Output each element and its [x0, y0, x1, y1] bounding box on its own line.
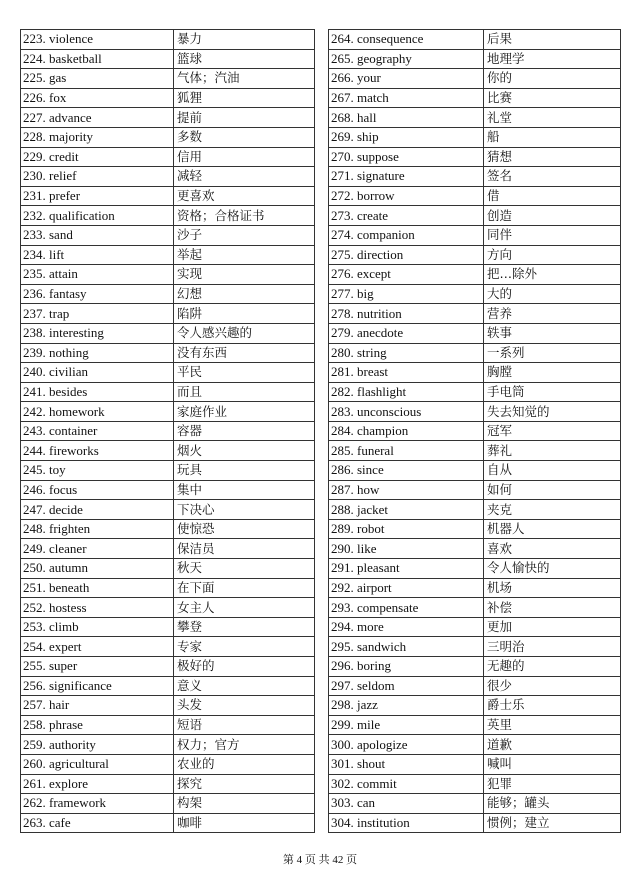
english-word: 255. super [21, 657, 174, 677]
chinese-meaning: 大的 [484, 284, 621, 304]
chinese-meaning: 手电筒 [484, 382, 621, 402]
english-word: 256. significance [21, 676, 174, 696]
english-word: 287. how [329, 480, 484, 500]
english-word: 288. jacket [329, 500, 484, 520]
table-row [329, 284, 621, 304]
chinese-meaning: 咖啡 [174, 813, 315, 833]
chinese-meaning: 礼堂 [484, 108, 621, 128]
english-word: 275. direction [329, 245, 484, 265]
table-row [329, 657, 621, 677]
english-word: 304. institution [329, 813, 484, 833]
chinese-meaning: 资格；合格证书 [174, 206, 315, 226]
english-word: 303. can [329, 794, 484, 814]
chinese-meaning: 意义 [174, 676, 315, 696]
english-word: 272. borrow [329, 186, 484, 206]
chinese-meaning: 短语 [174, 715, 315, 735]
table-row [329, 147, 621, 167]
table-row [329, 225, 621, 245]
table-row [21, 813, 315, 833]
english-word: 301. shout [329, 754, 484, 774]
english-word: 247. decide [21, 500, 174, 520]
table-row [21, 715, 315, 735]
english-word: 268. hall [329, 108, 484, 128]
table-row [21, 127, 315, 147]
english-word: 259. authority [21, 735, 174, 755]
chinese-meaning: 爵士乐 [484, 696, 621, 716]
chinese-meaning: 女主人 [174, 598, 315, 618]
english-word: 234. lift [21, 245, 174, 265]
english-word: 292. airport [329, 578, 484, 598]
table-row [329, 108, 621, 128]
chinese-meaning: 机器人 [484, 519, 621, 539]
table-row [21, 225, 315, 245]
table-row [329, 519, 621, 539]
chinese-meaning: 容器 [174, 421, 315, 441]
chinese-meaning: 比赛 [484, 88, 621, 108]
table-row [329, 167, 621, 187]
chinese-meaning: 陷阱 [174, 304, 315, 324]
table-row [21, 206, 315, 226]
chinese-meaning: 冠军 [484, 421, 621, 441]
english-word: 228. majority [21, 127, 174, 147]
chinese-meaning: 篮球 [174, 49, 315, 69]
english-word: 267. match [329, 88, 484, 108]
table-row [21, 363, 315, 383]
chinese-meaning: 借 [484, 186, 621, 206]
english-word: 257. hair [21, 696, 174, 716]
chinese-meaning: 秋天 [174, 559, 315, 579]
table-row [329, 676, 621, 696]
english-word: 274. companion [329, 225, 484, 245]
table-row [329, 500, 621, 520]
english-word: 260. agricultural [21, 754, 174, 774]
english-word: 226. fox [21, 88, 174, 108]
chinese-meaning: 集中 [174, 480, 315, 500]
table-row [329, 735, 621, 755]
chinese-meaning: 下决心 [174, 500, 315, 520]
english-word: 254. expert [21, 637, 174, 657]
english-word: 264. consequence [329, 30, 484, 50]
table-row [21, 637, 315, 657]
table-row [21, 774, 315, 794]
english-word: 243. container [21, 421, 174, 441]
chinese-meaning: 烟火 [174, 441, 315, 461]
chinese-meaning: 英里 [484, 715, 621, 735]
chinese-meaning: 喜欢 [484, 539, 621, 559]
table-row [329, 754, 621, 774]
table-row [21, 382, 315, 402]
chinese-meaning: 没有东西 [174, 343, 315, 363]
english-word: 279. anecdote [329, 323, 484, 343]
chinese-meaning: 提前 [174, 108, 315, 128]
table-row [21, 441, 315, 461]
chinese-meaning: 探究 [174, 774, 315, 794]
english-word: 223. violence [21, 30, 174, 50]
table-row [21, 794, 315, 814]
table-row [329, 69, 621, 89]
page-footer: 第 4 页 共 42 页 [282, 854, 358, 866]
english-word: 266. your [329, 69, 484, 89]
table-row [21, 578, 315, 598]
table-row [329, 617, 621, 637]
table-row [21, 88, 315, 108]
chinese-meaning: 减轻 [174, 167, 315, 187]
chinese-meaning: 创造 [484, 206, 621, 226]
table-row [21, 519, 315, 539]
english-word: 294. more [329, 617, 484, 637]
chinese-meaning: 把…除外 [484, 265, 621, 285]
table-row [21, 598, 315, 618]
english-word: 241. besides [21, 382, 174, 402]
english-word: 225. gas [21, 69, 174, 89]
chinese-meaning: 头发 [174, 696, 315, 716]
english-word: 236. fantasy [21, 284, 174, 304]
table-row [21, 245, 315, 265]
english-word: 238. interesting [21, 323, 174, 343]
chinese-meaning: 攀登 [174, 617, 315, 637]
chinese-meaning: 失去知觉的 [484, 402, 621, 422]
table-row [21, 30, 315, 50]
table-row [21, 167, 315, 187]
table-row [329, 441, 621, 461]
table-row [329, 186, 621, 206]
english-word: 258. phrase [21, 715, 174, 735]
table-row [329, 49, 621, 69]
english-word: 284. champion [329, 421, 484, 441]
chinese-meaning: 权力；官方 [174, 735, 315, 755]
table-row [21, 421, 315, 441]
table-row [21, 69, 315, 89]
english-word: 245. toy [21, 461, 174, 481]
table-row [21, 539, 315, 559]
english-word: 295. sandwich [329, 637, 484, 657]
table-row [21, 284, 315, 304]
chinese-meaning: 无趣的 [484, 657, 621, 677]
english-word: 299. mile [329, 715, 484, 735]
chinese-meaning: 沙子 [174, 225, 315, 245]
chinese-meaning: 后果 [484, 30, 621, 50]
english-word: 237. trap [21, 304, 174, 324]
english-word: 227. advance [21, 108, 174, 128]
table-row [329, 578, 621, 598]
chinese-meaning: 气体；汽油 [174, 69, 315, 89]
english-word: 265. geography [329, 49, 484, 69]
table-row [329, 88, 621, 108]
table-row [21, 696, 315, 716]
english-word: 291. pleasant [329, 559, 484, 579]
chinese-meaning: 暴力 [174, 30, 315, 50]
english-word: 235. attain [21, 265, 174, 285]
chinese-meaning: 使惊恐 [174, 519, 315, 539]
english-word: 296. boring [329, 657, 484, 677]
table-row [329, 559, 621, 579]
chinese-meaning: 保洁员 [174, 539, 315, 559]
table-row [21, 108, 315, 128]
english-word: 232. qualification [21, 206, 174, 226]
table-row [329, 265, 621, 285]
chinese-meaning: 你的 [484, 69, 621, 89]
chinese-meaning: 多数 [174, 127, 315, 147]
chinese-meaning: 构架 [174, 794, 315, 814]
chinese-meaning: 更加 [484, 617, 621, 637]
chinese-meaning: 三明治 [484, 637, 621, 657]
chinese-meaning: 狐狸 [174, 88, 315, 108]
english-word: 281. breast [329, 363, 484, 383]
table-row [329, 715, 621, 735]
table-row [329, 696, 621, 716]
table-row [329, 402, 621, 422]
english-word: 276. except [329, 265, 484, 285]
chinese-meaning: 很少 [484, 676, 621, 696]
english-word: 239. nothing [21, 343, 174, 363]
table-row [329, 461, 621, 481]
english-word: 285. funeral [329, 441, 484, 461]
table-row [21, 265, 315, 285]
table-row [21, 657, 315, 677]
english-word: 230. relief [21, 167, 174, 187]
chinese-meaning: 船 [484, 127, 621, 147]
english-word: 233. sand [21, 225, 174, 245]
table-row [329, 598, 621, 618]
table-row [21, 186, 315, 206]
table-row [329, 794, 621, 814]
table-row [21, 676, 315, 696]
english-word: 298. jazz [329, 696, 484, 716]
english-word: 297. seldom [329, 676, 484, 696]
chinese-meaning: 喊叫 [484, 754, 621, 774]
chinese-meaning: 签名 [484, 167, 621, 187]
english-word: 282. flashlight [329, 382, 484, 402]
chinese-meaning: 自从 [484, 461, 621, 481]
table-row [21, 500, 315, 520]
english-word: 278. nutrition [329, 304, 484, 324]
english-word: 253. climb [21, 617, 174, 637]
table-row [329, 304, 621, 324]
table-row [329, 343, 621, 363]
chinese-meaning: 能够；罐头 [484, 794, 621, 814]
english-word: 280. string [329, 343, 484, 363]
english-word: 290. like [329, 539, 484, 559]
chinese-meaning: 如何 [484, 480, 621, 500]
english-word: 286. since [329, 461, 484, 481]
english-word: 289. robot [329, 519, 484, 539]
table-row [329, 539, 621, 559]
chinese-meaning: 机场 [484, 578, 621, 598]
table-row [21, 735, 315, 755]
chinese-meaning: 而且 [174, 382, 315, 402]
chinese-meaning: 惯例；建立 [484, 813, 621, 833]
english-word: 261. explore [21, 774, 174, 794]
english-word: 283. unconscious [329, 402, 484, 422]
table-row [329, 421, 621, 441]
english-word: 300. apologize [329, 735, 484, 755]
table-row [329, 127, 621, 147]
table-row [21, 559, 315, 579]
chinese-meaning: 同伴 [484, 225, 621, 245]
table-row [21, 402, 315, 422]
table-row [329, 206, 621, 226]
table-row [21, 754, 315, 774]
chinese-meaning: 极好的 [174, 657, 315, 677]
chinese-meaning: 幻想 [174, 284, 315, 304]
chinese-meaning: 轶事 [484, 323, 621, 343]
english-word: 248. frighten [21, 519, 174, 539]
english-word: 251. beneath [21, 578, 174, 598]
table-row [329, 382, 621, 402]
chinese-meaning: 一系列 [484, 343, 621, 363]
english-word: 242. homework [21, 402, 174, 422]
english-word: 269. ship [329, 127, 484, 147]
english-word: 277. big [329, 284, 484, 304]
table-row [21, 461, 315, 481]
chinese-meaning: 令人愉快的 [484, 559, 621, 579]
table-row [21, 323, 315, 343]
chinese-meaning: 家庭作业 [174, 402, 315, 422]
vocab-table-right [328, 29, 621, 833]
english-word: 244. fireworks [21, 441, 174, 461]
english-word: 302. commit [329, 774, 484, 794]
table-row [21, 343, 315, 363]
chinese-meaning: 夹克 [484, 500, 621, 520]
chinese-meaning: 猜想 [484, 147, 621, 167]
chinese-meaning: 更喜欢 [174, 186, 315, 206]
table-row [329, 363, 621, 383]
english-word: 240. civilian [21, 363, 174, 383]
chinese-meaning: 玩具 [174, 461, 315, 481]
english-word: 229. credit [21, 147, 174, 167]
table-row [329, 323, 621, 343]
table-row [21, 480, 315, 500]
english-word: 271. signature [329, 167, 484, 187]
table-row [21, 304, 315, 324]
english-word: 293. compensate [329, 598, 484, 618]
chinese-meaning: 犯罪 [484, 774, 621, 794]
chinese-meaning: 葬礼 [484, 441, 621, 461]
chinese-meaning: 道歉 [484, 735, 621, 755]
english-word: 250. autumn [21, 559, 174, 579]
english-word: 224. basketball [21, 49, 174, 69]
chinese-meaning: 信用 [174, 147, 315, 167]
chinese-meaning: 营养 [484, 304, 621, 324]
english-word: 273. create [329, 206, 484, 226]
table-row [21, 617, 315, 637]
english-word: 249. cleaner [21, 539, 174, 559]
table-row [329, 480, 621, 500]
chinese-meaning: 举起 [174, 245, 315, 265]
chinese-meaning: 农业的 [174, 754, 315, 774]
chinese-meaning: 方向 [484, 245, 621, 265]
chinese-meaning: 在下面 [174, 578, 315, 598]
table-row [329, 245, 621, 265]
chinese-meaning: 实现 [174, 265, 315, 285]
table-row [329, 30, 621, 50]
chinese-meaning: 胸膛 [484, 363, 621, 383]
english-word: 270. suppose [329, 147, 484, 167]
chinese-meaning: 令人感兴趣的 [174, 323, 315, 343]
english-word: 231. prefer [21, 186, 174, 206]
chinese-meaning: 专家 [174, 637, 315, 657]
table-row [329, 774, 621, 794]
table-row [329, 813, 621, 833]
english-word: 252. hostess [21, 598, 174, 618]
english-word: 263. cafe [21, 813, 174, 833]
english-word: 246. focus [21, 480, 174, 500]
vocab-table-left [20, 29, 315, 833]
chinese-meaning: 平民 [174, 363, 315, 383]
table-row [21, 49, 315, 69]
chinese-meaning: 补偿 [484, 598, 621, 618]
table-row [21, 147, 315, 167]
chinese-meaning: 地理学 [484, 49, 621, 69]
english-word: 262. framework [21, 794, 174, 814]
table-row [329, 637, 621, 657]
